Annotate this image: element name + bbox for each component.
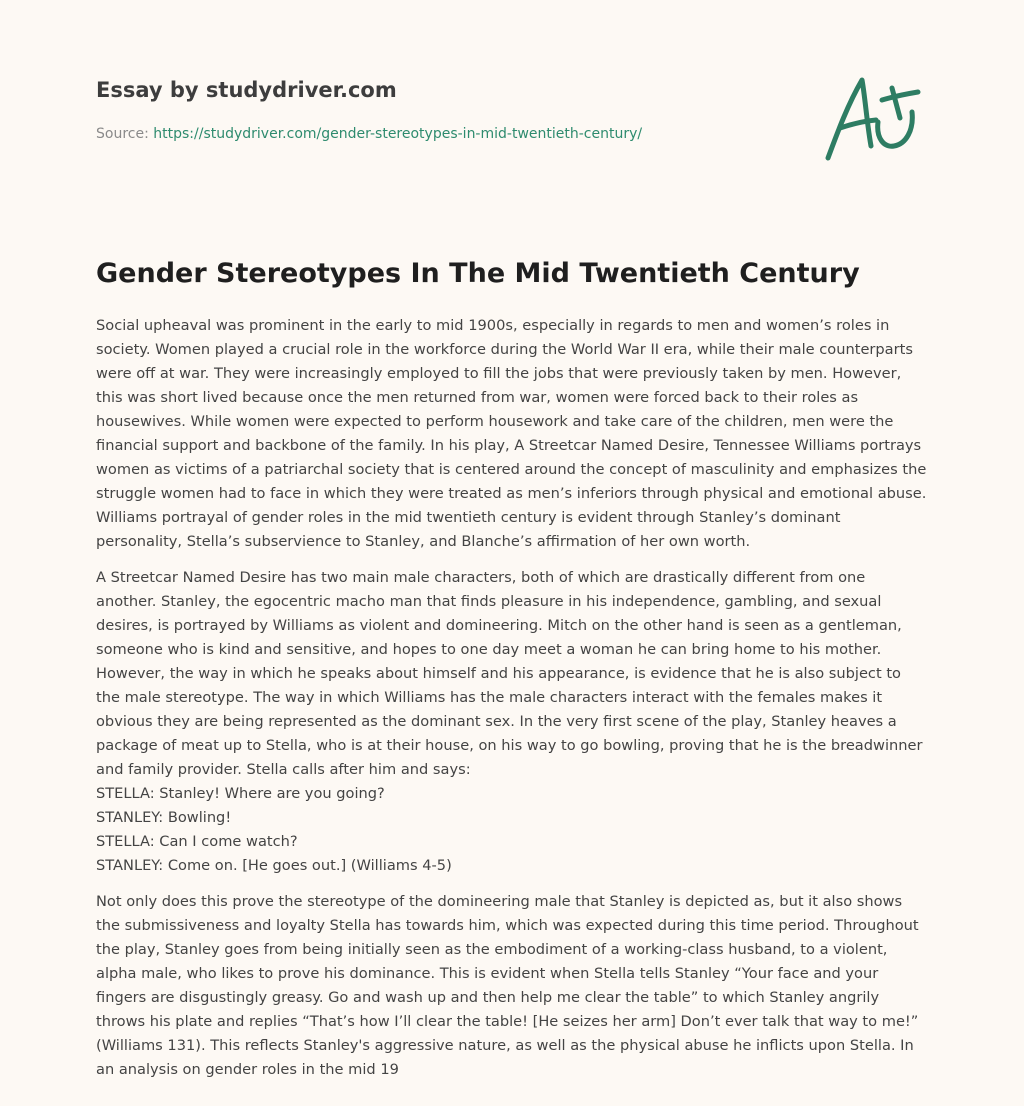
site-title: Essay by studydriver.com bbox=[96, 78, 397, 102]
dialogue-line-2: STANLEY: Bowling! bbox=[96, 809, 232, 826]
source-line bbox=[96, 124, 928, 144]
dialogue-line-1: STELLA: Stanley! Where are you going? bbox=[96, 785, 385, 802]
a-plus-logo-icon bbox=[820, 66, 930, 166]
source-label: Source: bbox=[96, 126, 149, 142]
source-link[interactable]: https://studydriver.com/gender-stereotypes-in-mid-twentieth-century/ bbox=[153, 126, 643, 142]
document-title: Gender Stereotypes In The Mid Twentieth Century bbox=[96, 258, 860, 289]
essay-paragraph-2: A Streetcar Named Desire has two main male characters, both of which are drastically different from one another. Stanley, the egocentric macho man that finds pleasure in his independence, gambling, and sexual desires, is portrayed by Williams as violent and domineering. Mitch on the other hand is seen as a gentleman, someone who is kind and sensitive, and hopes to one day meet a woman he can bring home to his mother. However, the way in which he speaks about himself and his appearance, is evidence that he is also subject to the male stereotype. The way in which Williams has the male characters interact with the females makes it obvious they are being represented as the dominant sex. In the very first scene of the play, Stanley heaves a package of meat up to Stella, who is at their house, on his way to go bowling, proving that he is the breadwinner and family provider. Stella calls after him and says: bbox=[96, 569, 923, 778]
essay-paragraph-3: Not only does this prove the stereotype of the domineering male that Stanley is depicted as, but it also shows the submissiveness and loyalty Stella has towards him, which was expected during this time period. Throughout the play, Stanley goes from being initially seen as the embodiment of a working-class husband, to a violent, alpha male, who likes to prove his dominance. This is evident when Stella tells Stanley “Your face and your fingers are disgustingly greasy. Go and wash up and then help me clear the table” to which Stanley angrily throws his plate and replies “That’s how I’ll clear the table! [He seizes her arm] Don’t ever talk that way to me!” (Williams 131). This reflects Stanley's aggressive nature, as well as the physical abuse he inflicts upon Stella. In an analysis on gender roles in the mid 19 bbox=[96, 893, 919, 1078]
dialogue-line-3: STELLA: Can I come watch? bbox=[96, 833, 298, 850]
essay-paragraph-1: Social upheaval was prominent in the early to mid 1900s, especially in regards to men and women’s roles in society. Women played a crucial role in the workforce during the World War II era, while their male counterparts were off at war. They were increasingly employed to fill the jobs that were previously taken by men. However, this was short lived because once the men returned from war, women were forced back to their roles as housewives. While women were expected to perform housework and take care of the children, men were the financial support and backbone of the family. In his play, A Streetcar Named Desire, Tennessee Williams portrays women as victims of a patriarchal society that is centered around the concept of masculinity and emphasizes the struggle women had to face in which they were treated as men’s inferiors through physical and emotional abuse. Williams portrayal of gender roles in the mid twentieth century is evident through Stanley’s dominant personality, Stella’s subservience to Stanley, and Blanche’s affirmation of her own worth. bbox=[96, 317, 927, 550]
page-header bbox=[96, 76, 928, 144]
essay-body bbox=[96, 314, 928, 1094]
dialogue-block bbox=[96, 782, 928, 878]
dialogue-line-4: STANLEY: Come on. [He goes out.] (Williams 4-5) bbox=[96, 857, 452, 874]
